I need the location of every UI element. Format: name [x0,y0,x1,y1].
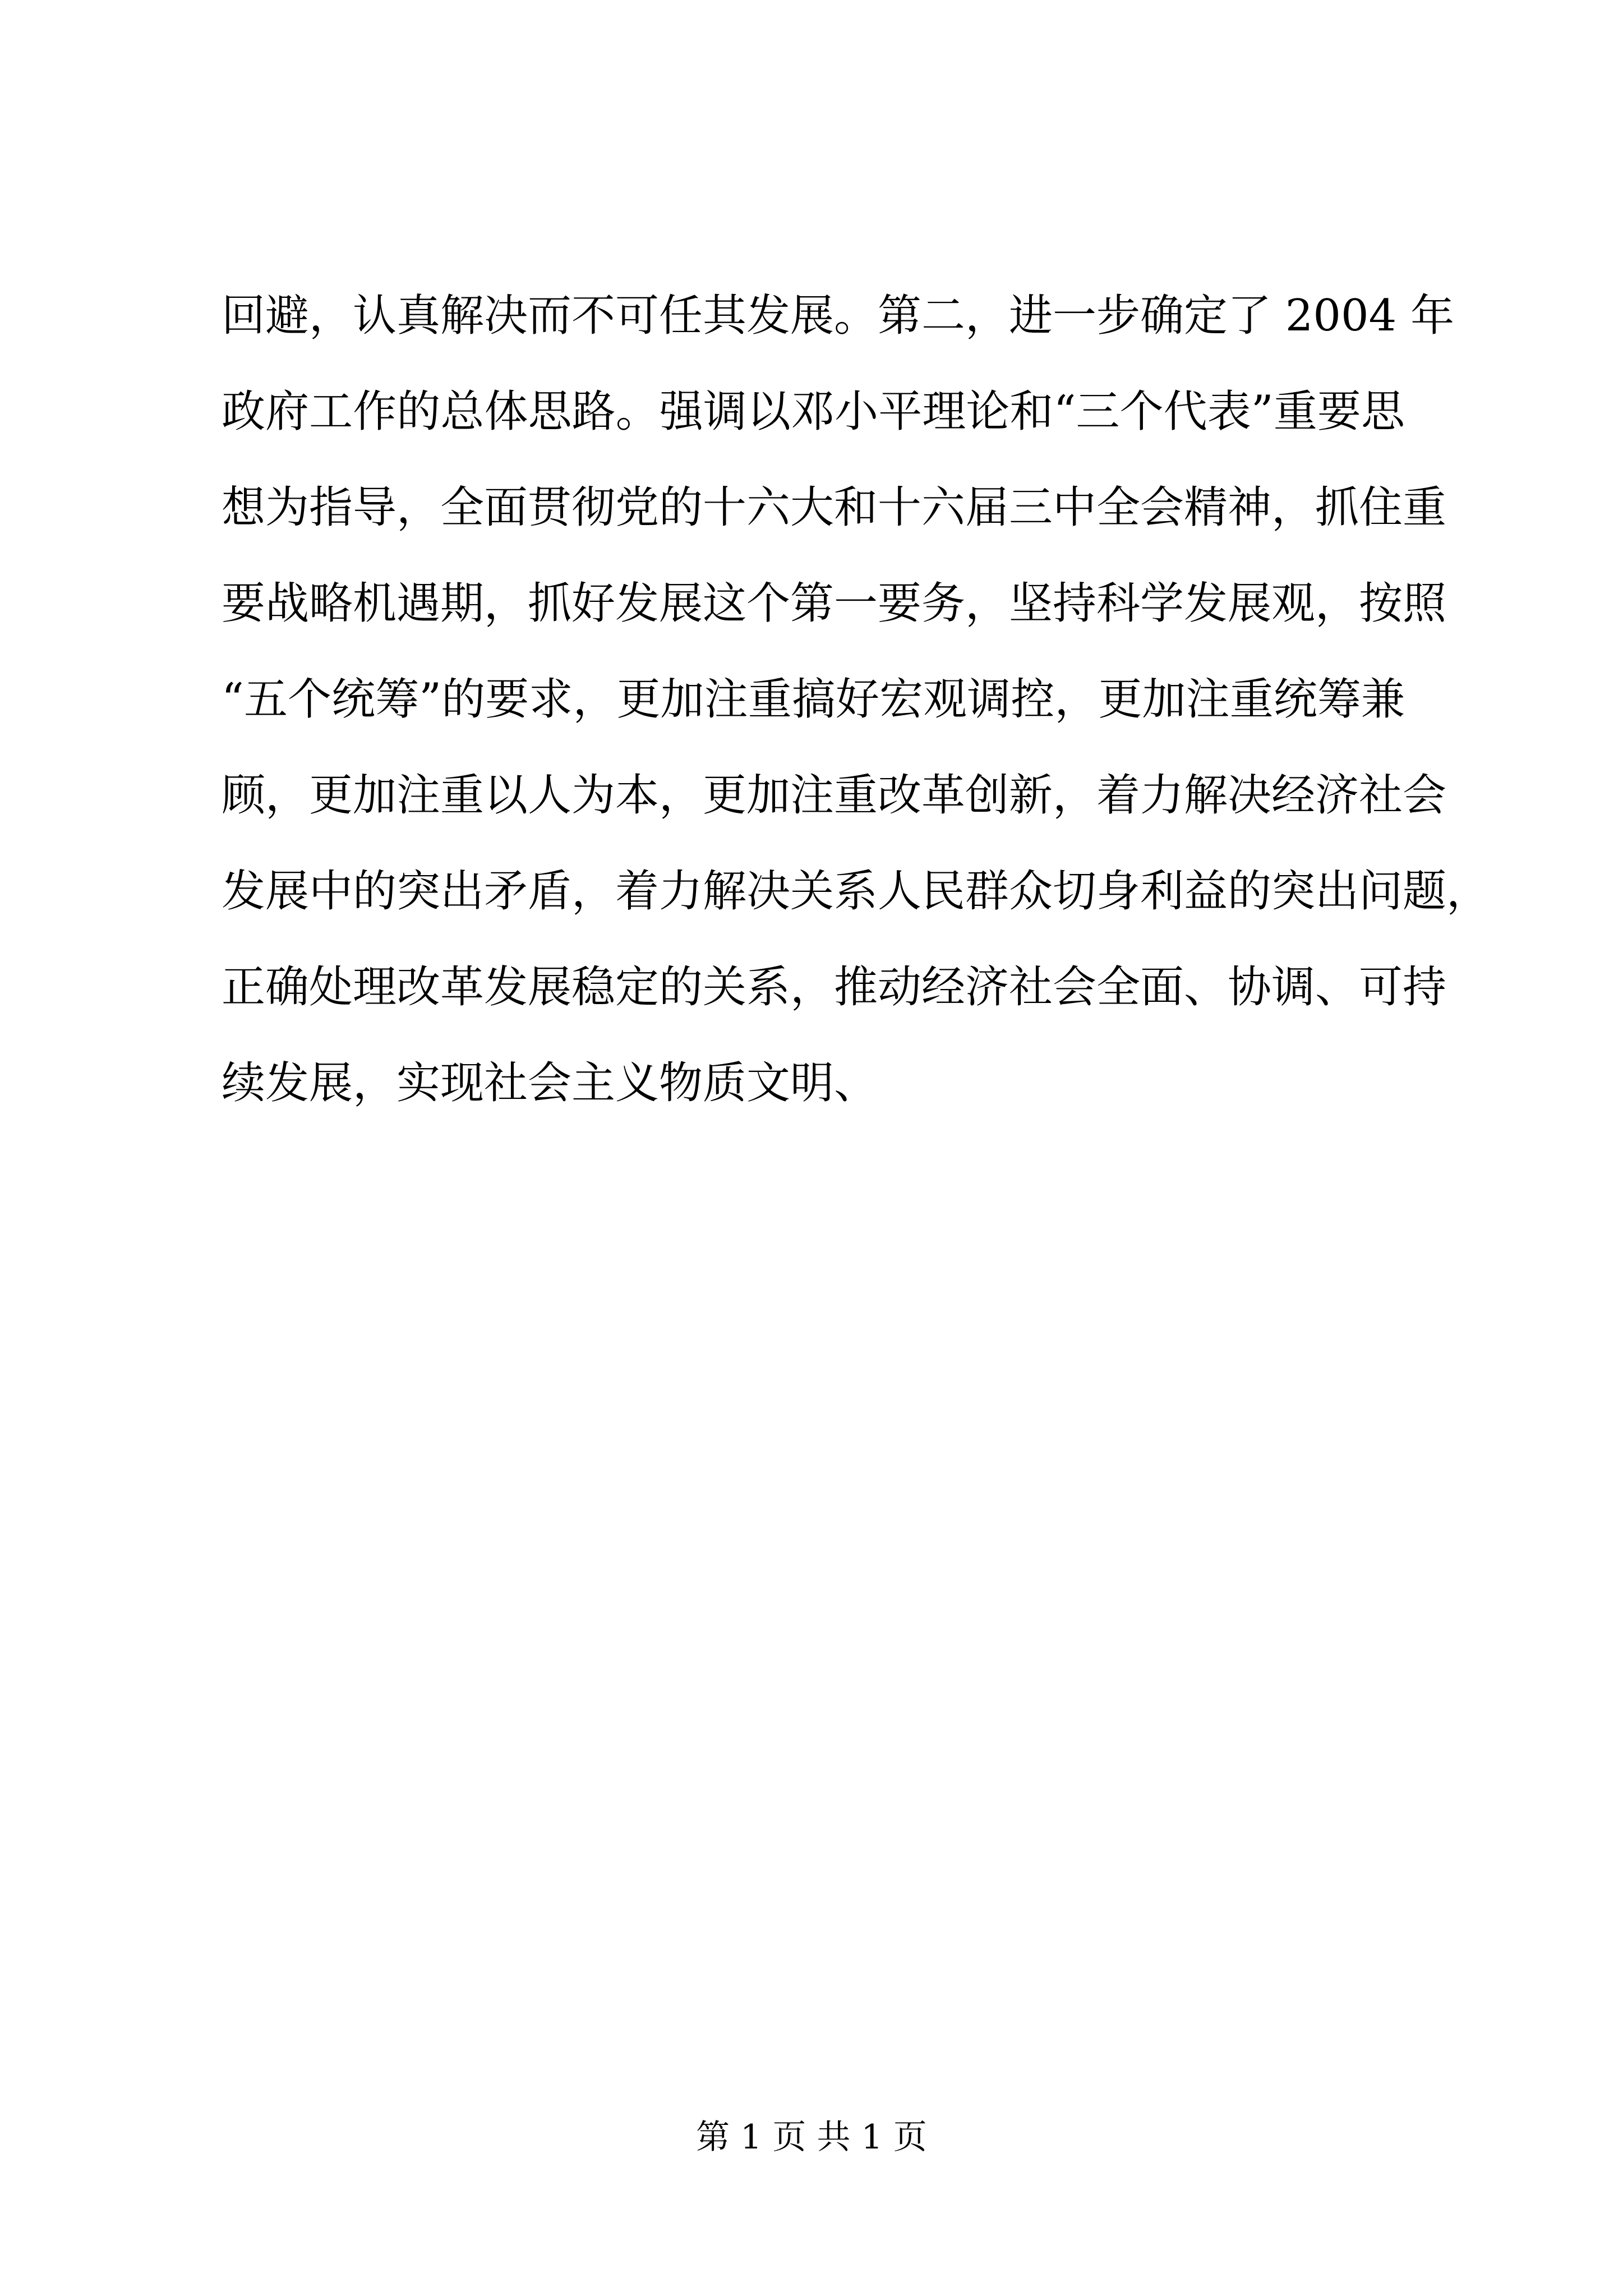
text-line: 续发展，实现社会主义物质文明、 [222,1058,878,1108]
text-line: 回避，认真解决而不可任其发展。第二，进一步确定了 2004 年 [222,291,1455,341]
text-line: “五个统筹”的要求，更加注重搞好宏观调控，更加注重统筹兼 [222,674,1405,725]
page-number: 第 1 页 共 1 页 [696,2118,927,2157]
page-footer [0,2115,1623,2160]
body-text [222,268,1491,1131]
text-line: 顾，更加注重以人为本，更加注重改革创新，着力解决经济社会 [222,770,1447,821]
text-line: 要战略机遇期，抓好发展这个第一要务，坚持科学发展观，按照 [222,578,1447,629]
text-line: 发展中的突出矛盾，着力解决关系人民群众切身利益的突出问题， [222,866,1491,917]
text-line: 想为指导，全面贯彻党的十六大和十六届三中全会精神，抓住重 [222,482,1447,533]
text-line: 正确处理改革发展稳定的关系，推动经济社会全面、协调、可持 [222,962,1447,1013]
text-line: 政府工作的总体思路。强调以邓小平理论和“三个代表”重要思 [222,386,1405,437]
